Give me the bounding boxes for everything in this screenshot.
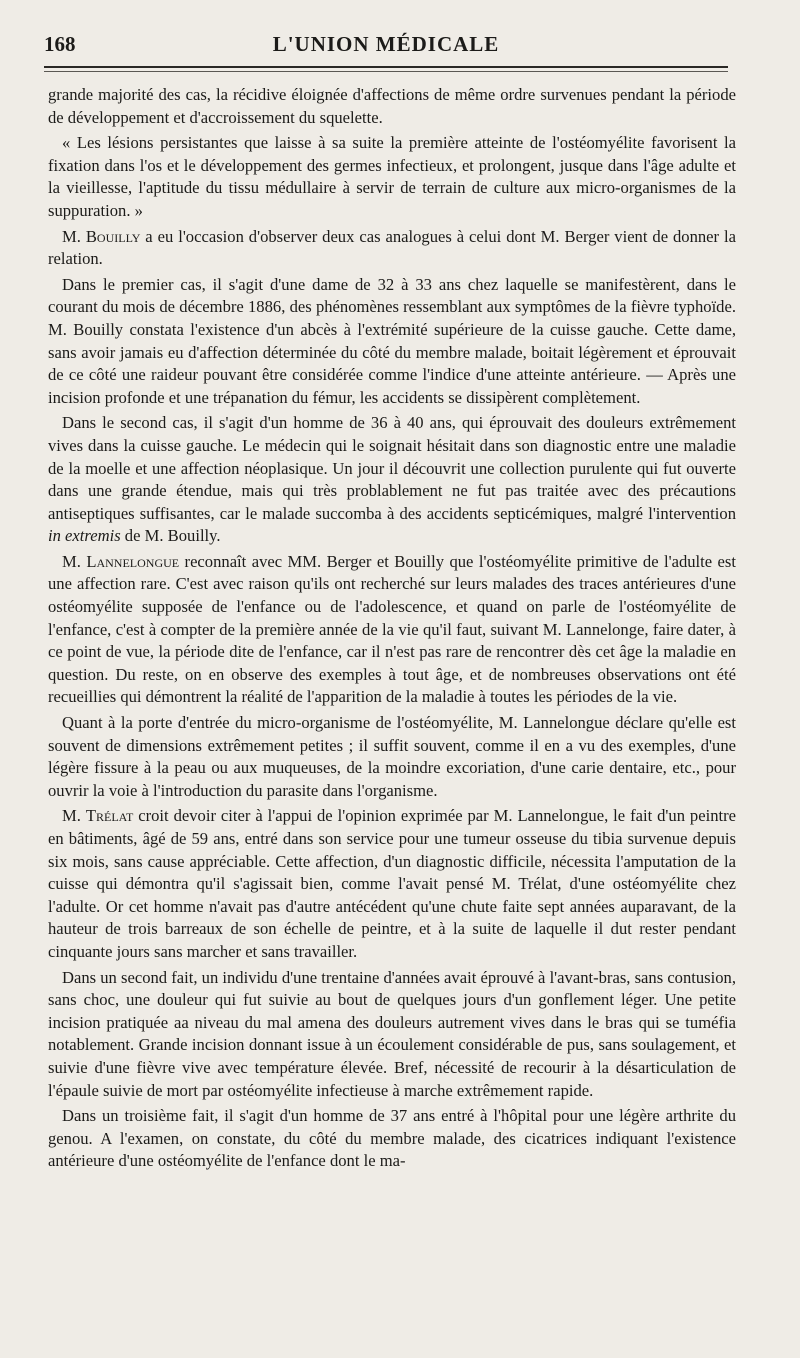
header-rule-thin	[44, 71, 728, 72]
paragraph: M. Trélat croit devoir citer à l'appui de l'opinion exprimée par M. Lannelongue, le fait d'un peintre en bâtiments, âgé de 59 ans, entré dans son service pour une tumeur osseuse du tibia survenue depuis six mois, sans cause appréciable. Cette affection, d'un diagnostic difficile, nécessita l'amputation de la cuisse qui démontra qu'il s'agissait bien, comme l'avait pensé M. Trélat, d'une ostéomyélite chez l'adulte. Or cet homme n'avait pas d'autre antécédent qu'une chute faite sept années auparavant, de la hauteur de trois barreaux de son échelle de peintre, et à la suite de laquelle il dut rester pendant cinquante jours sans marcher et sans travailler.	[48, 806, 736, 961]
paragraph: M. Bouilly a eu l'occasion d'observer deux cas analogues à celui dont M. Berger vient de donner la relation.	[48, 226, 736, 269]
running-title: L'UNION MÉDICALE	[272, 32, 500, 56]
paragraph: Quant à la porte d'entrée du micro-organisme de l'ostéomyélite, M. Lannelongue déclare qu'elle est souvent de dimensions extrêmement petites ; il suffit souvent, comme il en a vu des exemples, d'une légère fissure à la peau ou aux muqueuses, de la moindre excoriation, d'une carie dentaire, etc., pour ouvrir la voie à l'introduction du parasite dans l'organisme.	[48, 713, 736, 800]
speaker-name: Lannelongue	[86, 551, 180, 571]
paragraph: « Les lésions persistantes que laisse à sa suite la première atteinte de l'ostéomyélite favorisent la fixation dans l'os et le développement des germes infectieux, et prolongent, jusque dans l'âge adulte et la vieillesse, l'aptitude du tissu médullaire à servir de terrain de culture aux micro-organismes de la suppuration. »	[48, 133, 736, 220]
paragraph: Dans le premier cas, il s'agit d'une dame de 32 à 33 ans chez laquelle se manifestèrent, dans le courant du mois de décembre 1886, des phénomènes ressemblant aux symptômes de la fièvre typhoïde. M. Bouilly constata l'existence d'un abcès à l'extrémité supérieure de la cuisse gauche. Cette dame, sans avoir jamais eu d'affection déterminée du côté du membre malade, boitait légèrement et éprouvait de ce côté une raideur pouvant être considérée comme l'indice d'une atteinte antérieure. — Après une incision profonde et une trépanation du fémur, les accidents se dissipèrent complètement.	[48, 274, 736, 407]
paragraph: M. Lannelongue reconnaît avec MM. Berger et Bouilly que l'ostéomyélite primitive de l'adulte est une affection rare. C'est avec raison qu'ils ont recherché sur leurs malades des traces antérieures d'une ostéomyélite supposée de l'enfance ou de l'adolescence, et quand on parle de l'ostéomyélite de l'enfance, c'est à compter de la première année de la vie qu'il faut, suivant M. Lannelonge, faire dater, à ce point de vue, la période dite de l'enfance, car il n'est pas rare de rencontrer dès cet âge la maladie en question. Du reste, on en observe des exemples à tout âge, et de nombreuses observations ont été recueillies qui démontrent la réalité de l'apparition de la maladie à toutes les périodes de la vie.	[48, 551, 736, 707]
running-header	[44, 32, 728, 62]
speaker-name: Trélat	[85, 806, 134, 826]
paragraph: Dans le second cas, il s'agit d'un homme de 36 à 40 ans, qui éprouvait des douleurs extrêmement vives dans la cuisse gauche. Le médecin qui le soignait hésitait dans son diagnostic entre une maladie de la moelle et une affection néoplasique. Un jour il découvrit une collection purulente qui fut ouverte dans une grande étendue, mais qui très problablement ne fut pas traitée avec des précautions antiseptiques suffisantes, car le malade succomba à des accidents septicémiques, malgré l'intervention in extremis de M. Bouilly.	[48, 413, 736, 546]
paragraph: Dans un troisième fait, il s'agit d'un homme de 37 ans entré à l'hôpital pour une légère arthrite du genou. A l'examen, on constate, du côté du membre malade, des cicatrices indiquant l'existence antérieure d'une ostéomyélite de l'enfance dont le ma-	[48, 1106, 736, 1171]
italic-phrase: in extremis	[48, 526, 121, 546]
speaker-name: Bouilly	[85, 226, 141, 246]
page-number: 168	[44, 32, 76, 56]
paragraph: Dans un second fait, un individu d'une trentaine d'années avait éprouvé à l'avant-bras, sans contusion, sans choc, une douleur qui fut suivie au bout de quelques jours d'un gonflement léger. Une petite incision pratiquée aa niveau du mal amena des douleurs autrement vives dans le bras qui se tuméfia notablement. Grande incision donnant issue à un écoulement considérable de pus, sans soulagement, et suivie d'une fièvre vive avec température élevée. Bref, nécessité de recourir à la désarticulation de l'épaule suivie de mort par ostéomyélite infectieuse à marche extrêmement rapide.	[48, 967, 736, 1100]
article-body	[48, 84, 736, 1176]
paragraph: grande majorité des cas, la récidive éloignée d'affections de même ordre survenues pendant la période de développement et d'accroissement du squelette.	[48, 85, 736, 127]
header-rule	[44, 66, 728, 68]
